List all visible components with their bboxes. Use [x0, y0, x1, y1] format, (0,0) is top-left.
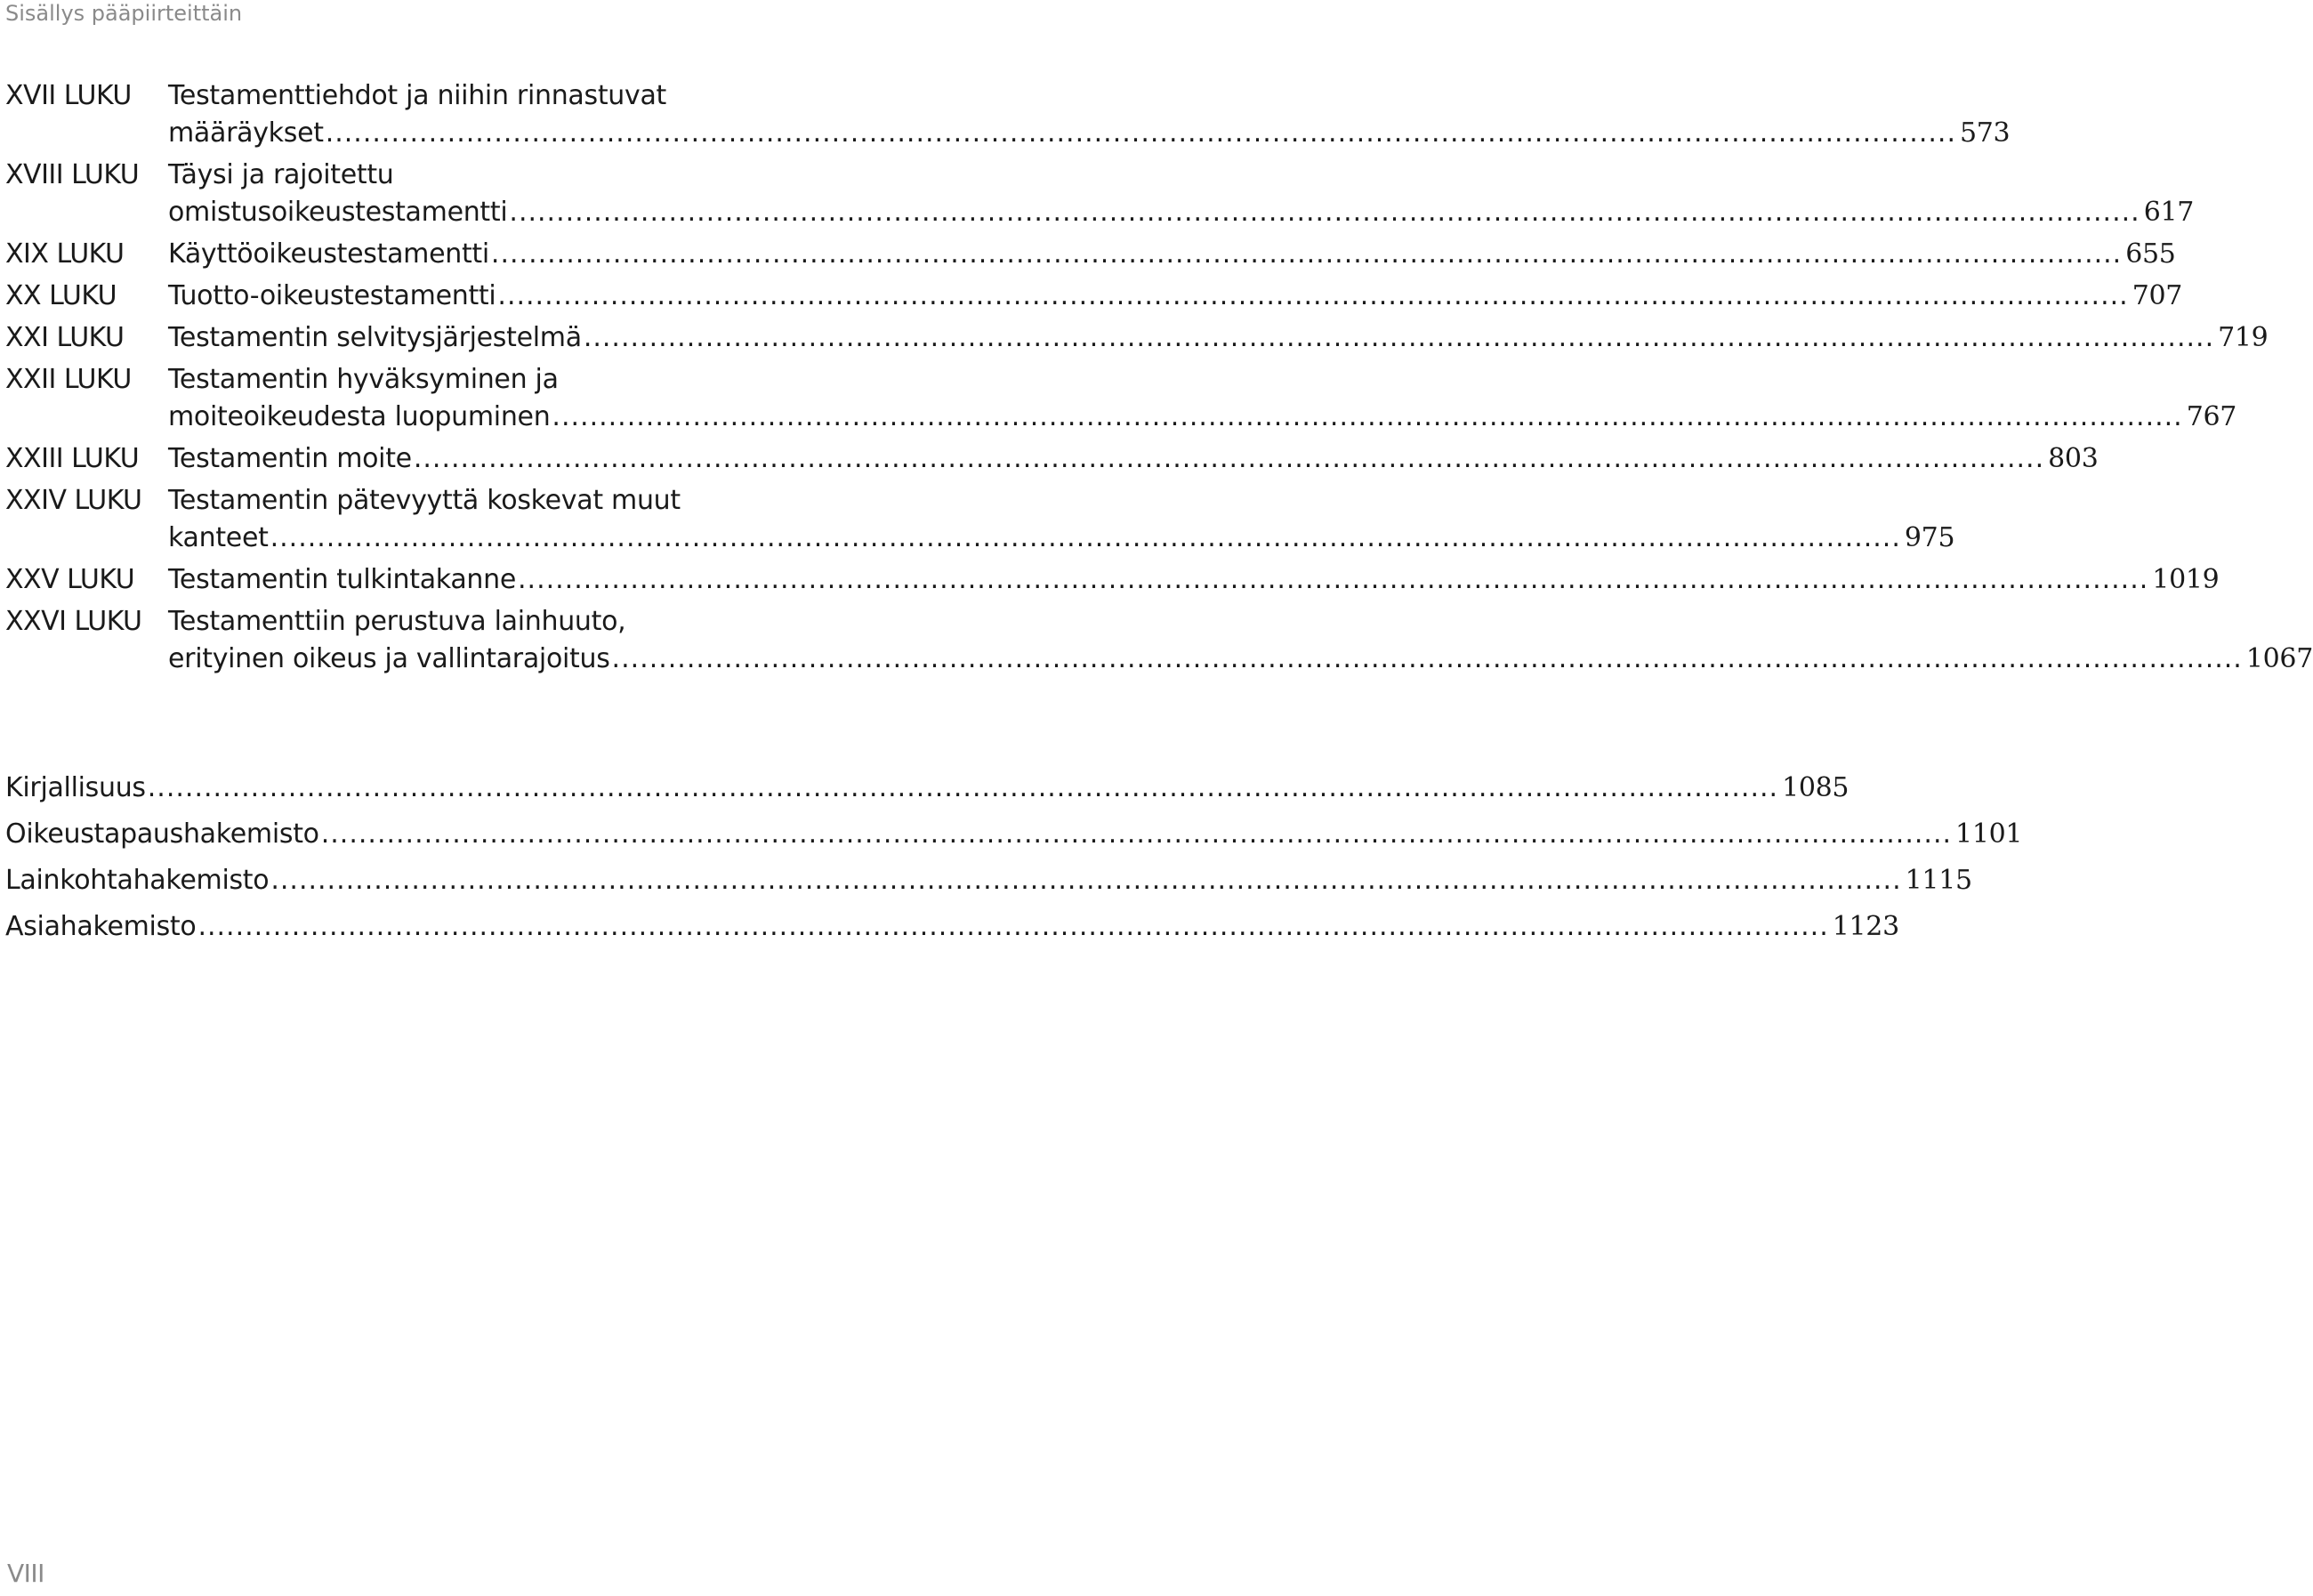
toc-entry[interactable] [5, 77, 2011, 152]
chapter-title-line: Testamenttiehdot ja niihin rinnastuvat [168, 80, 667, 111]
dot-leader [612, 641, 2243, 678]
dot-leader [321, 811, 1952, 858]
chapter-title-line: moiteoikeudesta luopuminen [168, 401, 551, 432]
dot-leader [326, 115, 1956, 152]
dot-leader [518, 561, 2148, 599]
dot-leader [584, 319, 2214, 357]
page-number: 707 [2132, 280, 2183, 311]
folio-page-number: VIII [7, 1559, 44, 1588]
dot-leader [270, 858, 1901, 904]
chapter-title-line: Testamentin pätevyyttä koskevat muut [168, 485, 681, 516]
dot-leader [497, 278, 2128, 315]
dot-leader [552, 399, 2182, 436]
page-number: 1019 [2152, 564, 2220, 595]
page-number: 1067 [2245, 643, 2313, 674]
dot-leader [270, 520, 1901, 557]
chapter-label: XXIII LUKU [5, 443, 140, 474]
page-number: 975 [1904, 522, 1955, 553]
dot-leader [509, 194, 2140, 231]
toc-entry[interactable] [5, 236, 2176, 273]
toc-entry[interactable] [5, 858, 1972, 904]
back-matter-title: Oikeustapaushakemisto [5, 818, 319, 850]
toc-entry[interactable] [5, 904, 1899, 950]
chapter-title-line: määräykset [168, 117, 324, 149]
chapter-title-line: Tuotto-oikeustestamentti [168, 280, 496, 311]
page-number: 1085 [1782, 772, 1850, 803]
toc-entry[interactable] [5, 319, 2269, 357]
page-number: 655 [2125, 238, 2176, 270]
toc-entry[interactable] [5, 811, 2023, 858]
chapter-title-line: omistusoikeustestamentti [168, 197, 508, 228]
chapter-title-line: Testamentin tulkintakanne [168, 564, 516, 595]
chapter-title-line: kanteet [168, 522, 269, 553]
page-number: 617 [2143, 197, 2195, 228]
chapter-title-line: Testamentin moite [168, 443, 412, 474]
page-number: 1123 [1832, 911, 1899, 942]
back-matter-title: Lainkohtahakemisto [5, 865, 270, 896]
toc-entry[interactable] [5, 561, 2220, 599]
chapter-title-line: Testamentin selvitysjärjestelmä [168, 322, 582, 353]
chapter-label: XXI LUKU [5, 322, 125, 353]
toc-chapters [5, 77, 2313, 682]
page-number: 1115 [1905, 865, 1972, 896]
chapter-label: XVII LUKU [5, 80, 132, 111]
back-matter-title: Asiahakemisto [5, 911, 197, 942]
page-number: 803 [2048, 443, 2099, 474]
chapter-title-line: Täysi ja rajoitettu [168, 159, 394, 190]
toc-back-matter [5, 765, 2023, 950]
chapter-label: XXIV LUKU [5, 485, 142, 516]
chapter-title-line: Käyttöoikeustestamentti [168, 238, 489, 270]
page-number: 719 [2218, 322, 2269, 353]
chapter-label: XX LUKU [5, 280, 117, 311]
dot-leader [197, 904, 1828, 950]
chapter-label: XXII LUKU [5, 364, 132, 395]
dot-leader [414, 440, 2044, 478]
chapter-label: XXVI LUKU [5, 606, 142, 637]
page-number: 767 [2186, 401, 2237, 432]
running-header: Sisällys pääpiirteittäin [5, 1, 243, 26]
toc-entry[interactable] [5, 482, 1955, 557]
page-number: 573 [1959, 117, 2011, 149]
toc-entry[interactable] [5, 765, 1850, 811]
chapter-title-line: Testamentin hyväksyminen ja [168, 364, 559, 395]
toc-entry[interactable] [5, 361, 2237, 436]
chapter-title-line: erityinen oikeus ja vallintarajoitus [168, 643, 610, 674]
chapter-label: XXV LUKU [5, 564, 135, 595]
toc-entry[interactable] [5, 278, 2183, 315]
toc-entry[interactable] [5, 603, 2313, 678]
page-number: 1101 [1955, 818, 2023, 850]
back-matter-title: Kirjallisuus [5, 772, 146, 803]
chapter-label: XIX LUKU [5, 238, 125, 270]
dot-leader [148, 765, 1778, 811]
dot-leader [491, 236, 2122, 273]
toc-entry[interactable] [5, 440, 2099, 478]
chapter-label: XVIII LUKU [5, 159, 140, 190]
chapter-title-line: Testamenttiin perustuva lainhuuto, [168, 606, 626, 637]
toc-entry[interactable] [5, 157, 2195, 231]
